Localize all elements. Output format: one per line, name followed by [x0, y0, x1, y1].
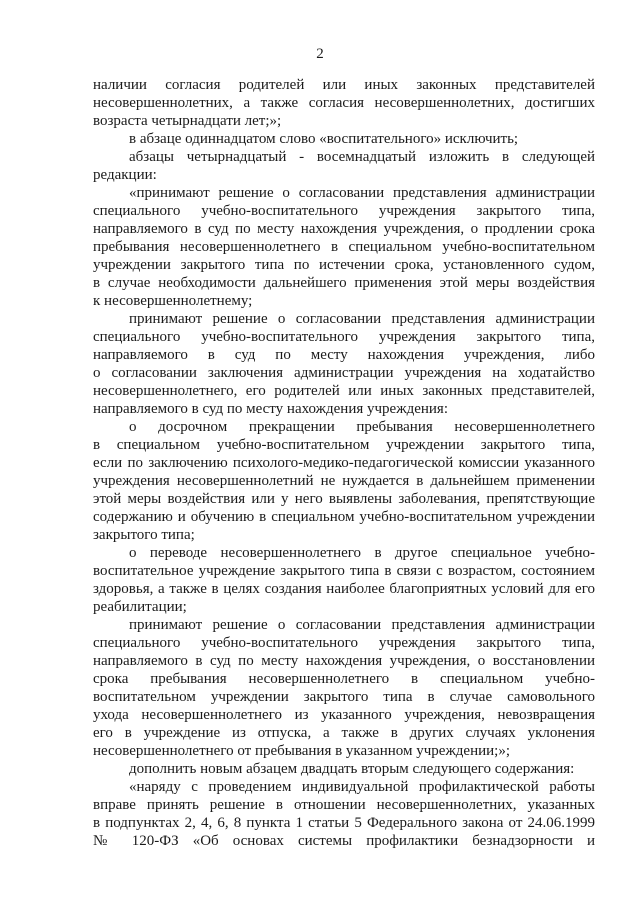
text-line: воспитательном учреждении закрытого типа в случае самовольного — [93, 689, 595, 705]
text-line: его в учреждение из отпуска, а также в других случаях уклонения — [93, 725, 595, 741]
text-line: «наряду с проведением индивидуальной профилактической работы — [129, 779, 595, 795]
text-line: дополнить новым абзацем двадцать вторым следующего содержания: — [129, 761, 575, 777]
text-line: о переводе несовершеннолетнего в другое специальное учебно- — [129, 545, 595, 561]
text-line: реабилитации; — [93, 599, 187, 615]
text-line: учреждении закрытого типа по истечении срока, установленного судом, — [93, 257, 595, 273]
paragraph — [93, 184, 595, 310]
text-line: воспитательное учреждение закрытого типа в связи с возрастом, состоянием — [93, 563, 595, 579]
text-line: срока пребывания несовершеннолетнего в специальном учебно- — [93, 671, 595, 687]
paragraph — [93, 760, 595, 778]
text-line: к несовершеннолетнему; — [93, 293, 253, 309]
text-line: наличии согласия родителей или иных законных представителей — [93, 77, 595, 93]
text-line: возраста четырнадцати лет;»; — [93, 113, 282, 129]
page-number: 2 — [316, 46, 324, 62]
text-line: здоровья, а также в целях создания наиболее благоприятных условий для его — [93, 581, 595, 597]
text-line: в случае необходимости дальнейшего применения этой меры воздействия — [93, 275, 595, 291]
paragraph — [93, 76, 595, 130]
text-line: направляемого в суд по месту нахождения учреждения, либо — [93, 347, 595, 363]
text-line: несовершеннолетнего от пребывания в указанном учреждении;»; — [93, 743, 511, 759]
text-line: принимают решение о согласовании представления администрации — [129, 311, 595, 327]
text-line: в подпунктах 2, 4, 6, 8 пункта 1 статьи 5 Федерального закона от 24.06.1999 — [93, 815, 595, 831]
text-line: специального учебно-воспитательного учреждения закрытого типа, — [93, 329, 595, 345]
paragraph — [93, 130, 595, 148]
text-line: направляемого в суд по месту нахождения учреждения, о восстановлении — [93, 653, 595, 669]
text-line: «принимают решение о согласовании представления администрации — [129, 185, 595, 201]
text-line: в специальном учебно-воспитательном учреждении закрытого типа, — [93, 437, 595, 453]
text-line: о досрочном прекращении пребывания несовершеннолетнего — [129, 419, 595, 435]
paragraph — [93, 616, 595, 760]
text-line: пребывания несовершеннолетнего в специальном учебно-воспитательном — [93, 239, 595, 255]
text-line: этой меры воздействия или у него выявлены заболевания, препятствующие — [93, 491, 595, 507]
text-line: если по заключению психолого-медико-педагогической комиссии указанного — [93, 455, 595, 471]
text-line: несовершеннолетних, а также согласия несовершеннолетних, достигших — [93, 95, 595, 111]
text-line: о согласовании заключения администрации учреждения на ходатайство — [93, 365, 595, 381]
text-line: несовершеннолетнего, его родителей или иных законных представителей, — [93, 383, 595, 399]
text-line: редакции: — [93, 167, 157, 183]
text-line: абзацы четырнадцатый - восемнадцатый изложить в следующей — [129, 149, 595, 165]
text-line: специального учебно-воспитательного учреждения закрытого типа, — [93, 635, 595, 651]
paragraph — [93, 310, 595, 418]
text-line: принимают решение о согласовании представления администрации — [129, 617, 595, 633]
text-line: закрытого типа; — [93, 527, 195, 543]
paragraph — [93, 148, 595, 184]
text-line: содержанию и обучению в специальном учебно-воспитательном учреждении — [93, 509, 595, 525]
document-body — [93, 76, 595, 850]
paragraph — [93, 778, 595, 850]
text-line: учреждения несовершеннолетний не нуждается в дальнейшем применении — [93, 473, 595, 489]
text-line: вправе принять решение в отношении несовершеннолетних, указанных — [93, 797, 595, 813]
text-line: специального учебно-воспитательного учреждения закрытого типа, — [93, 203, 595, 219]
text-line: направляемого в суд по месту нахождения учреждения: — [93, 401, 448, 417]
text-line: направляемого в суд по месту нахождения учреждения, о продлении срока — [93, 221, 595, 237]
text-line: № 120-ФЗ «Об основах системы профилактики безнадзорности и — [93, 833, 595, 849]
text-line: ухода несовершеннолетнего из указанного учреждения, невозвращения — [93, 707, 595, 723]
paragraph — [93, 418, 595, 544]
text-line: в абзаце одиннадцатом слово «воспитательного» исключить; — [129, 131, 519, 147]
paragraph — [93, 544, 595, 616]
